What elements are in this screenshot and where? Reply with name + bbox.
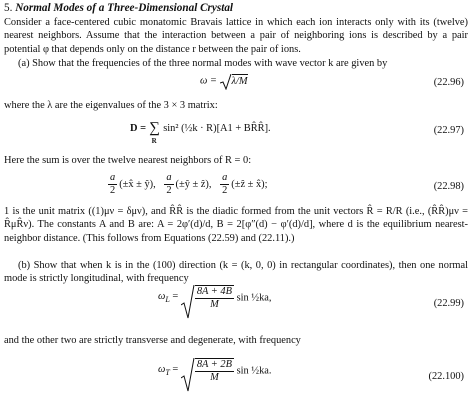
sqrt-symbol bbox=[181, 285, 234, 311]
vector-set-1: (±x̂ ± ŷ), bbox=[119, 178, 156, 190]
equation-22-97 bbox=[0, 118, 474, 146]
vector-set-3: (±ẑ ± x̂); bbox=[231, 178, 268, 190]
eq1-radicand: λ/M bbox=[231, 76, 248, 87]
eq5-tag: (22.100) bbox=[428, 371, 464, 382]
eq2-lhs: D = bbox=[130, 123, 149, 134]
eigenvalue-text: where the λ are the eigenvalues of the 3 × 3 matrix: bbox=[4, 100, 218, 111]
constants-paragraph: 1 is the unit matrix ((1)μν = δμν), and R̂R̂ is the diadic formed from the unit vectors R̂ = R/R (i.e., (R̂R̂)μν = R̂μR̂ν). The constants A and B are: A = 2φ′(d)/d, B = 2[φ″(d) − φ′(d)/d], where d is the equilibrium nearest-neighbor distance. (This follows from Equations (22.59) and (22.11).) bbox=[4, 206, 468, 244]
vector-set-2: (±ŷ ± ẑ), bbox=[175, 178, 212, 190]
eq4-trail: sin ½ka, bbox=[236, 292, 272, 304]
a-over-2-frac-3: $\frac{a}{2}$ bbox=[222, 172, 228, 196]
a-over-2-frac-2: $\frac{a}{2}$ bbox=[166, 172, 172, 196]
omega-l-symbol: ω bbox=[158, 290, 166, 302]
eq5-fraction: $\frac{8A + 2B}{M}$ bbox=[196, 359, 232, 383]
omega-t-symbol: ω bbox=[158, 363, 166, 375]
summation-sign: ∑ R bbox=[149, 122, 161, 135]
problem-heading bbox=[4, 2, 233, 15]
equation-22-100 bbox=[0, 358, 474, 396]
part-b-text: (b) Show that when k is in the (100) direction (k = (k, 0, 0) in rectangular coordinates), then one normal mode is strictly longitudinal, with frequency bbox=[4, 260, 468, 285]
problem-title: Normal Modes of a Three-Dimensional Crystal bbox=[15, 2, 234, 14]
sqrt-symbol bbox=[220, 74, 248, 88]
eq4-equals: = bbox=[169, 290, 181, 302]
omega-l-subscript: L bbox=[165, 294, 170, 304]
eq1-lhs: ω = bbox=[200, 75, 220, 87]
a-over-2-frac-1: $\frac{a}{2}$ bbox=[110, 172, 116, 196]
eq3-tag: (22.98) bbox=[433, 181, 464, 192]
eq1-tag: (22.96) bbox=[433, 77, 464, 88]
sqrt-symbol bbox=[181, 358, 234, 384]
equation-22-96 bbox=[0, 72, 474, 94]
omega-t-subscript: T bbox=[165, 367, 170, 377]
eq2-body: sin² (½k · R)[A1 + BR̂R̂]. bbox=[163, 123, 271, 134]
eq4-tag: (22.99) bbox=[433, 298, 464, 309]
eq5-equals: = bbox=[169, 363, 181, 375]
eq4-fraction: $\frac{8A + 4B}{M}$ bbox=[196, 286, 232, 310]
eq5-trail: sin ½ka. bbox=[236, 365, 272, 377]
part-a-text: (a) Show that the frequencies of the three normal modes with wave vector k are given by bbox=[18, 58, 388, 69]
transverse-text: and the other two are strictly transverse and degenerate, with frequency bbox=[4, 335, 301, 346]
problem-number: 5. bbox=[4, 2, 13, 14]
sum-index: R bbox=[151, 137, 157, 145]
sum-description: Here the sum is over the twelve nearest neighbors of R = 0: bbox=[4, 155, 252, 166]
equation-22-98 bbox=[0, 172, 474, 200]
intro-paragraph: Consider a face-centered cubic monatomic Bravais lattice in which each ion interacts only with its (twelve) nearest neighbors. Assume that the interaction between a pair of neighboring ions is described by a pair potential φ that depends only on the distance r between the pair of ions. bbox=[4, 17, 468, 55]
equation-22-99 bbox=[0, 285, 474, 323]
eq2-tag: (22.97) bbox=[433, 125, 464, 136]
